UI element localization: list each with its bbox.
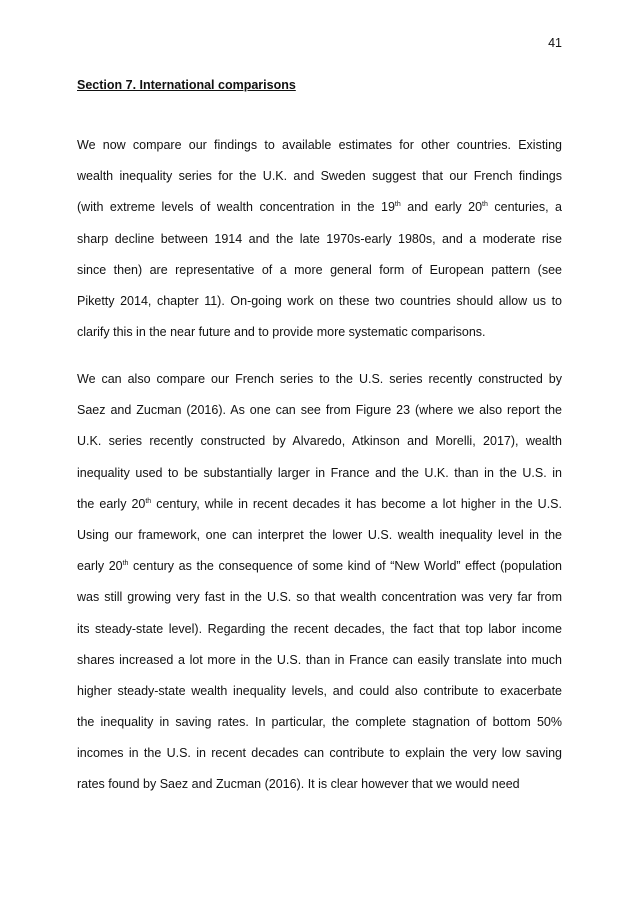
text-line xyxy=(77,286,562,317)
text-segment: century, while in recent decades it has become a lot higher in the U.S. xyxy=(151,496,562,511)
text-line xyxy=(77,130,562,161)
text-line xyxy=(77,255,562,286)
text-segment: since then) are representative of a more general form of European pattern (see xyxy=(77,262,562,277)
text-segment: sharp decline between 1914 and the late 1970s-early 1980s, and a moderate rise xyxy=(77,231,562,246)
text-segment: its steady-state level). Regarding the recent decades, the fact that top labor income xyxy=(77,621,562,636)
text-line xyxy=(77,426,562,457)
paragraph-international-estimates xyxy=(77,130,562,348)
text-segment: We can also compare our French series to the U.S. series recently constructed by xyxy=(77,372,562,386)
text-segment: century as the consequence of some kind of “New World” effect (population xyxy=(128,559,562,574)
text-segment: (with extreme levels of wealth concentration in the 19 xyxy=(77,200,395,215)
text-line xyxy=(77,738,562,769)
text-line xyxy=(77,395,562,426)
text-line xyxy=(77,582,562,613)
text-line xyxy=(77,707,562,738)
section-title: Section 7. International comparisons xyxy=(77,78,296,92)
paragraph-us-comparison xyxy=(77,364,562,801)
text-segment: Saez and Zucman (2016). As one can see from Figure 23 (where we also report the xyxy=(77,403,562,418)
text-line xyxy=(77,769,562,800)
text-line xyxy=(77,317,562,348)
text-segment: the inequality in saving rates. In particular, the complete stagnation of bottom 50% xyxy=(77,715,562,730)
text-line xyxy=(77,192,562,223)
text-line xyxy=(77,161,562,192)
text-segment: We now compare our findings to available estimates for other countries. Existing xyxy=(77,138,562,152)
text-segment: U.K. series recently constructed by Alvaredo, Atkinson and Morelli, 2017), wealth xyxy=(77,434,562,449)
text-segment: rates found by Saez and Zucman (2016). It is clear however that we would need xyxy=(77,777,520,792)
text-segment: and early 20 xyxy=(400,200,483,215)
text-segment: higher steady-state wealth inequality levels, and could also contribute to exacerbate xyxy=(77,683,562,698)
text-line xyxy=(77,676,562,707)
text-segment: Piketty 2014, chapter 11). On-going work on these two countries should allow us to xyxy=(77,293,562,308)
text-line xyxy=(77,614,562,645)
superscript: th xyxy=(482,201,488,209)
text-segment: shares increased a lot more in the U.S. than in France can easily translate into much xyxy=(77,652,562,667)
text-line xyxy=(77,489,562,520)
text-line xyxy=(77,645,562,676)
text-line xyxy=(77,458,562,489)
text-segment: was still growing very fast in the U.S. so that wealth concentration was very far from xyxy=(77,590,562,605)
text-segment: early 20 xyxy=(77,559,123,574)
superscript: th xyxy=(394,201,401,209)
text-line xyxy=(77,551,562,582)
text-segment: wealth inequality series for the U.K. and Sweden suggest that our French findings xyxy=(77,169,562,184)
text-line xyxy=(77,364,562,395)
text-segment: clarify this in the near future and to provide more systematic comparisons. xyxy=(77,325,486,340)
text-segment: inequality used to be substantially larger in France and the U.K. than in the U.S. in xyxy=(77,465,562,480)
text-segment: centuries, a xyxy=(487,200,562,215)
page-number: 41 xyxy=(548,36,562,50)
text-line xyxy=(77,520,562,551)
superscript: th xyxy=(122,560,129,568)
text-segment: Using our framework, one can interpret the lower U.S. wealth inequality level in the xyxy=(77,527,562,542)
superscript: th xyxy=(145,497,152,505)
text-line xyxy=(77,224,562,255)
text-segment: the early 20 xyxy=(77,496,146,511)
text-segment: incomes in the U.S. in recent decades can contribute to explain the very low saving xyxy=(77,746,562,761)
